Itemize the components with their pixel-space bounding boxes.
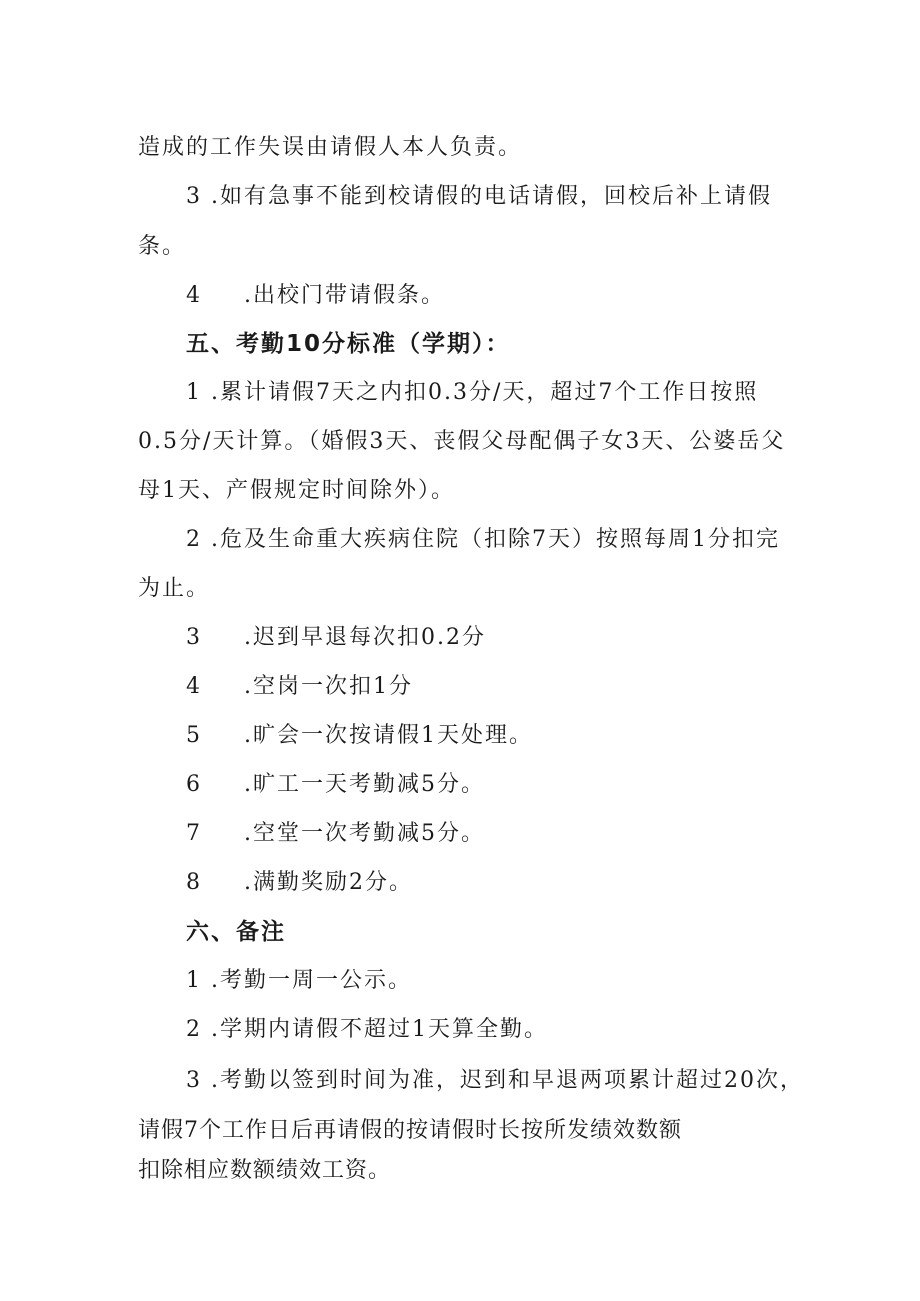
list-item-text: 扣除相应数额绩效工资。 <box>138 1158 392 1183</box>
list-item-text: .迟到早退每次扣0.2分 <box>244 625 486 650</box>
list-item <box>186 819 485 849</box>
list-item-text: .旷工一天考勤减5分。 <box>244 772 485 797</box>
list-item-number: 6 <box>186 772 202 797</box>
list-item-text: .旷会一次按请假1天处理。 <box>244 723 533 748</box>
list-item <box>186 623 486 653</box>
list-item-text: 为止。 <box>138 576 211 601</box>
list-item-number: 8 <box>186 870 202 895</box>
section-heading: 五、考勤10分标准（学期）： <box>186 331 511 357</box>
list-item-number: 4 <box>186 283 202 308</box>
list-item-text: .空岗一次扣1分 <box>244 674 413 699</box>
list-item-text: 请假7个工作日后再请假的按请假时长按所发绩效数额 <box>138 1118 682 1143</box>
list-item-number: 4 <box>186 674 202 699</box>
list-item-text: 2 .危及生命重大疾病住院（扣除7天）按照每周1分扣完 <box>186 527 780 552</box>
list-item-text: 1 .累计请假7天之内扣0.3分/天，超过7个工作日按照 <box>186 380 759 405</box>
list-item-text: 2 .学期内请假不超过1天算全勤。 <box>186 1017 548 1042</box>
list-item-text: 1 .考勤一周一公示。 <box>186 968 412 993</box>
list-item <box>186 868 413 898</box>
list-item-text: .出校门带请假条。 <box>244 283 445 308</box>
section-heading: 六、备注 <box>186 919 286 945</box>
list-item-text: 条。 <box>138 234 187 259</box>
list-item-number: 7 <box>186 821 202 846</box>
paragraph-line: 造成的工作失误由请假人本人负责。 <box>138 135 523 160</box>
list-item-text: .满勤奖励2分。 <box>244 870 413 895</box>
list-item-text: .空堂一次考勤减5分。 <box>244 821 485 846</box>
list-item-number: 5 <box>186 723 202 748</box>
list-item-text: 母1天、产假规定时间除外）。 <box>138 478 455 503</box>
list-item-number: 3 <box>186 625 202 650</box>
list-item-text: 3 .如有急事不能到校请假的电话请假，回校后补上请假 <box>186 184 772 209</box>
list-item <box>186 672 413 702</box>
list-item-text: 3 .考勤以签到时间为准，迟到和早退两项累计超过20次， <box>186 1068 804 1093</box>
list-item <box>186 721 533 751</box>
list-item <box>186 281 445 311</box>
list-item-text: 0.5分/天计算。（婚假3天、丧假父母配偶子女3天、公婆岳父 <box>138 429 786 454</box>
list-item <box>186 770 485 800</box>
